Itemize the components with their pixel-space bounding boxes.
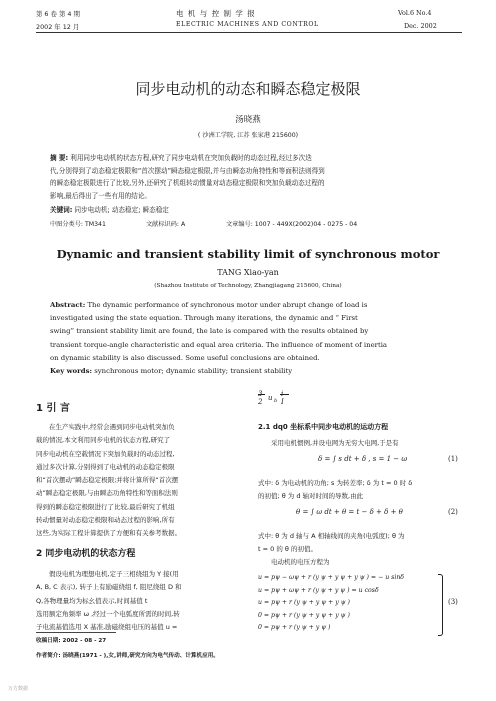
section21-text1a: 式中: δ 为电动机的功角; s 为转差率; δ 为 t = 0 时 δ <box>258 479 413 487</box>
section1-body <box>36 421 244 541</box>
keywords-en-text: synchronous motor; dynamic stability; transient stability <box>94 367 293 376</box>
abstract-en-label: Abstract: <box>50 301 86 309</box>
keywords-cn-text: 同步电动机; 动态稳定; 瞬态稳定 <box>74 206 169 214</box>
fraction-num2: i <box>281 390 284 398</box>
keywords-cn <box>50 204 169 214</box>
footnote-received: 收稿日期: 2002 - 08 - 27 <box>36 638 107 644</box>
abstract-en-line: The dynamic performance of synchronous motor under abrupt change of load is <box>87 301 368 309</box>
equation-3-line: 0 = pψ + r (y ψ + y ψ + y ψ ) <box>258 611 350 619</box>
abstract-en <box>50 299 455 378</box>
author-en: TANG Xiao-yan <box>217 268 279 277</box>
abstract-en-line: investigated using the state equation. Through many iterations, the dynamic and “ First <box>50 314 358 323</box>
title-cn: 同步电动机的动态和瞬态稳定极限 <box>135 80 361 98</box>
clc-number: 中图分类号: TM341 <box>50 221 106 228</box>
abstract-cn-line: 的瞬态稳定极限进行了比较,另外,还研究了机组转动惯量对动态稳定极限和突加负载动态过程的 <box>50 179 325 188</box>
fraction-bar <box>258 394 265 395</box>
section21-line1: 采用电机惯例,并设电网为无穷大电网,于是有 <box>271 439 399 447</box>
abstract-en-line: transient torque-angle characteristic and equal area criteria. The influence of moment of inertia <box>50 340 388 349</box>
equation-3 <box>258 572 404 635</box>
fraction-var: u <box>268 394 273 402</box>
section2-line: 假设电机为理想电机,定子三相绕组为 Y 接(用 <box>49 570 179 578</box>
header-volume-en: Vol.6 No.4 <box>398 9 432 17</box>
section2-line: Q,各物理量均为标幺值表示,时间基值 t <box>36 596 148 605</box>
equation-2-number: (2) <box>448 508 458 516</box>
title-en: Dynamic and transient stability limit of synchronous motor <box>56 247 440 261</box>
equation-3-brace <box>438 574 443 636</box>
fraction-top <box>258 390 318 416</box>
section2-line: A, B, C 表示), 转子上有励磁绕组 f, 阻尼绕组 D 和 <box>36 583 182 592</box>
article-number: 文章编号: 1007 - 449X(2002)04 - 0275 - 04 <box>226 221 358 228</box>
watermark: 万方数据 <box>8 686 29 692</box>
fraction-den2: I <box>281 398 284 406</box>
section2-body <box>36 568 244 634</box>
section1-line: 得到的瞬态稳定极限进行了比较,最后研究了机组 <box>36 502 175 511</box>
doc-code: 文献标识码: A <box>146 221 186 228</box>
fraction-num: 3 <box>258 390 263 398</box>
affiliation-en: (Shazhou Institute of Technology, Zhangjiagang 215600, China) <box>154 283 342 289</box>
section1-line: 和“首次摆动”瞬态稳定极限;并将计算所得“首次摆 <box>36 476 179 485</box>
keywords-en-label: Key words: <box>50 367 93 376</box>
section1-line: 转动惯量对动态稳定极限和动态过程的影响,所有 <box>36 516 175 525</box>
header-rule <box>36 32 462 33</box>
header-date-cn: 2002 年 12 月 <box>36 23 80 31</box>
section1-line: 通过多次计算,分别得到了电动机的动态稳定极限 <box>36 462 175 471</box>
footnote-author: 作者简介: 汤晓燕(1971 - ),女,讲师,研究方向为电气传动、计算机应用。 <box>36 653 219 659</box>
abstract-cn-line: 代,分别得到了动态稳定极限和“首次摆动”瞬态稳定极限,并与由瞬态功角特性和等面积法则得到 <box>50 166 325 175</box>
equation-1-number: (1) <box>448 455 458 463</box>
section1-line: 这些,为实际工程计算提供了方便和有关参考数据。 <box>36 529 182 538</box>
fraction-den: 2 <box>258 398 263 406</box>
equation-2: θ = ∫ ω dt + θ = t − δ + δ + θ <box>296 508 403 516</box>
footnote-rule <box>36 632 116 633</box>
abstract-cn <box>50 152 450 202</box>
abstract-cn-line: 影响,最后得出了一些有用的结论。 <box>50 191 152 200</box>
section1-line: 同步电动机在空载情况下突加负载时的动态过程, <box>36 449 175 458</box>
equation-3-line: u = pψ − ωψ + r (y ψ + y ψ + y ψ ) = − u sinδ <box>258 574 405 581</box>
equation-3-line: 0 = pψ + r (y ψ + y ψ ) <box>258 624 331 632</box>
section1-line: 动”瞬态稳定极限,与由瞬态功角特性和等面积法则 <box>36 489 178 498</box>
affiliation-cn: ( 沙洲工学院, 江苏 张家港 215600) <box>197 132 299 139</box>
section21-text1b: 的初值; θ 为 d 轴对时间的导数,由此 <box>258 492 364 500</box>
header-volume-cn: 第 6 卷 第 4 期 <box>36 10 80 18</box>
section2-heading: 2 同步电动机的状态方程 <box>36 549 136 559</box>
section21-text2b: t = 0 的 θ 的初值。 <box>258 545 317 553</box>
section1-line: 在生产实践中,经常会遇到同步电动机突加负 <box>49 423 175 431</box>
section21-text2c: 电动机的电压方程为 <box>271 558 330 566</box>
equation-3-line: u = pψ + r (y ψ + y ψ + y ψ ) <box>258 599 350 607</box>
fraction-bar2 <box>280 394 289 395</box>
section21-heading: 2.1 dq0 坐标系中同步电动机的运动方程 <box>258 423 389 431</box>
abstract-en-line: swing” transient stability limit are found, the late is compared with the results obtained by <box>50 327 369 336</box>
equation-3-line: u = pψ + ωψ + r (y ψ + y ψ ) = u cosδ <box>258 586 379 594</box>
equation-3-number: (3) <box>448 598 458 606</box>
section1-heading: 1 引 言 <box>36 403 70 414</box>
section2-line: 子电流基值选用 X 基准,励磁绕组电压的基值 u = <box>36 623 178 632</box>
keywords-cn-label: 关键词: <box>50 206 73 214</box>
section2-line: 选用额定角频率 ω ,经过一个电弧度所需的时间,转 <box>36 609 180 618</box>
section1-line: 载的情况,本文利用同步电机的状态方程,研究了 <box>36 436 171 445</box>
header-journal-cn: 电 机 与 控 制 学 报 <box>176 9 256 18</box>
abstract-cn-line: 利用同步电动机的状态方程,研究了同步电动机在突加负载时的动态过程,经过多次迭 <box>70 154 312 162</box>
header-date-en: Dec. 2002 <box>404 22 437 30</box>
author-cn: 汤晓燕 <box>235 115 261 125</box>
section21-text2a: 式中: θ 为 d 轴与 A 相轴线间的夹角(电弧度); θ 为 <box>258 532 405 540</box>
header-journal-en: ELECTRIC MACHINES AND CONTROL <box>176 21 319 28</box>
equation-1: δ = ∫ s dt + δ , s = 1 − ω <box>318 455 408 463</box>
abstract-cn-label: 摘 要: <box>50 154 69 162</box>
fraction-sub: b <box>274 398 278 404</box>
abstract-en-line: on dynamic stability is also discussed. Some useful conclusions are obtained. <box>50 353 320 362</box>
